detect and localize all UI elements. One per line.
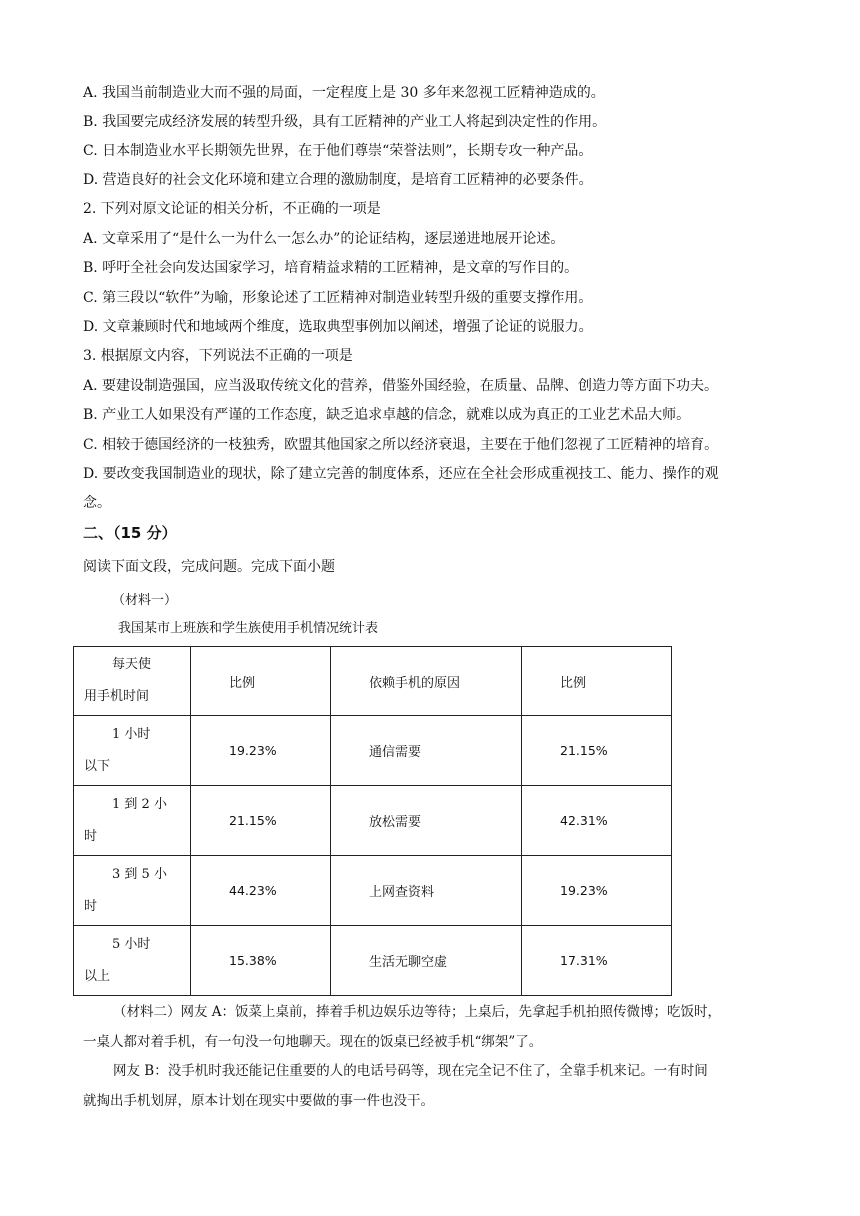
option-c-q2: C. 第三段以“软件”为喻，形象论述了工匠精神对制造业转型升级的重要支撑作用。 xyxy=(83,290,593,306)
option-d-q1: D. 营造良好的社会文化环境和建立合理的激励制度，是培育工匠精神的必要条件。 xyxy=(83,172,593,188)
reason-ratio-cell: 21.15% xyxy=(522,716,672,786)
option-a-q3: A. 要建设制造强国，应当汲取传统文化的营养，借鉴外国经验，在质量、品牌、创造力等方面下功夫。 xyxy=(83,378,719,394)
material-2-paragraph-2 xyxy=(83,1056,778,1116)
section-heading: 二、（15 分） xyxy=(83,524,177,542)
material-2-p2-line1: 网友 B：没手机时我还能记住重要的人的电话号码等，现在完全记不住了，全靠手机来记。一有时间 xyxy=(113,1063,708,1079)
reason-ratio-cell: 17.31% xyxy=(522,926,672,996)
reason-ratio-cell: 19.23% xyxy=(522,856,672,926)
usage-ratio-cell: 19.23% xyxy=(191,716,331,786)
table-row xyxy=(74,716,672,786)
material-1-label: （材料一） xyxy=(112,593,178,608)
option-b-q2: B. 呼吁全社会向发达国家学习，培育精益求精的工匠精神，是文章的写作目的。 xyxy=(83,260,579,276)
header-usage-time: 每天使 用手机时间 xyxy=(74,647,191,716)
reason-cell: 生活无聊空虚 xyxy=(331,926,522,996)
usage-time-cell: 1 到 2 小 时 xyxy=(74,786,191,856)
header-ratio-1: 比例 xyxy=(191,647,331,716)
header-reason: 依赖手机的原因 xyxy=(331,647,522,716)
option-d-q2: D. 文章兼顾时代和地域两个维度，选取典型事例加以阐述，增强了论证的说服力。 xyxy=(83,319,593,335)
material-2-paragraph-1 xyxy=(83,997,778,1057)
table-row xyxy=(74,856,672,926)
question-3: 3. 根据原文内容，下列说法不正确的一项是 xyxy=(83,348,353,364)
reason-ratio-cell: 42.31% xyxy=(522,786,672,856)
table-title: 我国某市上班族和学生族使用手机情况统计表 xyxy=(118,621,379,636)
question-2: 2. 下列对原文论证的相关分析，不正确的一项是 xyxy=(83,201,381,217)
option-c-q1: C. 日本制造业水平长期领先世界，在于他们尊崇“荣誉法则”，长期专攻一种产品。 xyxy=(83,143,593,159)
option-d-q3: D. 要改变我国制造业的现状，除了建立完善的制度体系，还应在全社会形成重视技工、能力、操作的观 xyxy=(83,466,719,482)
phone-usage-table xyxy=(73,646,672,996)
usage-ratio-cell: 44.23% xyxy=(191,856,331,926)
option-b-q1: B. 我国要完成经济发展的转型升级，具有工匠精神的产业工人将起到决定性的作用。 xyxy=(83,114,607,130)
option-d-q3-cont: 念。 xyxy=(83,495,111,511)
usage-time-cell: 5 小时 以上 xyxy=(74,926,191,996)
reading-instruction: 阅读下面文段，完成问题。完成下面小题 xyxy=(83,559,335,575)
reason-cell: 上网查资料 xyxy=(331,856,522,926)
option-a-q2: A. 文章采用了“是什么一为什么一怎么办”的论证结构，逐层递进地展开论述。 xyxy=(83,231,565,247)
material-2-p1-line1: （材料二）网友 A：饭菜上桌前，捧着手机边娱乐边等待；上桌后，先拿起手机拍照传微博；吃饭时， xyxy=(113,1004,722,1020)
material-2-p2-line2: 就掏出手机划屏，原本计划在现实中要做的事一件也没干。 xyxy=(83,1093,434,1109)
usage-ratio-cell: 15.38% xyxy=(191,926,331,996)
option-b-q3: B. 产业工人如果没有严谨的工作态度，缺乏追求卓越的信念，就难以成为真正的工业艺术品大师。 xyxy=(83,407,691,423)
option-a-q1: A. 我国当前制造业大而不强的局面，一定程度上是 30 多年来忽视工匠精神造成的。 xyxy=(83,85,605,101)
usage-time-cell: 1 小时 以下 xyxy=(74,716,191,786)
table-row xyxy=(74,926,672,996)
header-ratio-2: 比例 xyxy=(522,647,672,716)
option-c-q3: C. 相较于德国经济的一枝独秀，欧盟其他国家之所以经济衰退，主要在于他们忽视了工匠精神的培育。 xyxy=(83,437,719,453)
reason-cell: 通信需要 xyxy=(331,716,522,786)
reason-cell: 放松需要 xyxy=(331,786,522,856)
table-row xyxy=(74,786,672,856)
material-2-p1-line2: 一桌人都对着手机，有一句没一句地聊天。现在的饭桌已经被手机“绑架”了。 xyxy=(83,1034,543,1050)
table-header-row xyxy=(74,647,672,716)
usage-time-cell: 3 到 5 小 时 xyxy=(74,856,191,926)
usage-ratio-cell: 21.15% xyxy=(191,786,331,856)
